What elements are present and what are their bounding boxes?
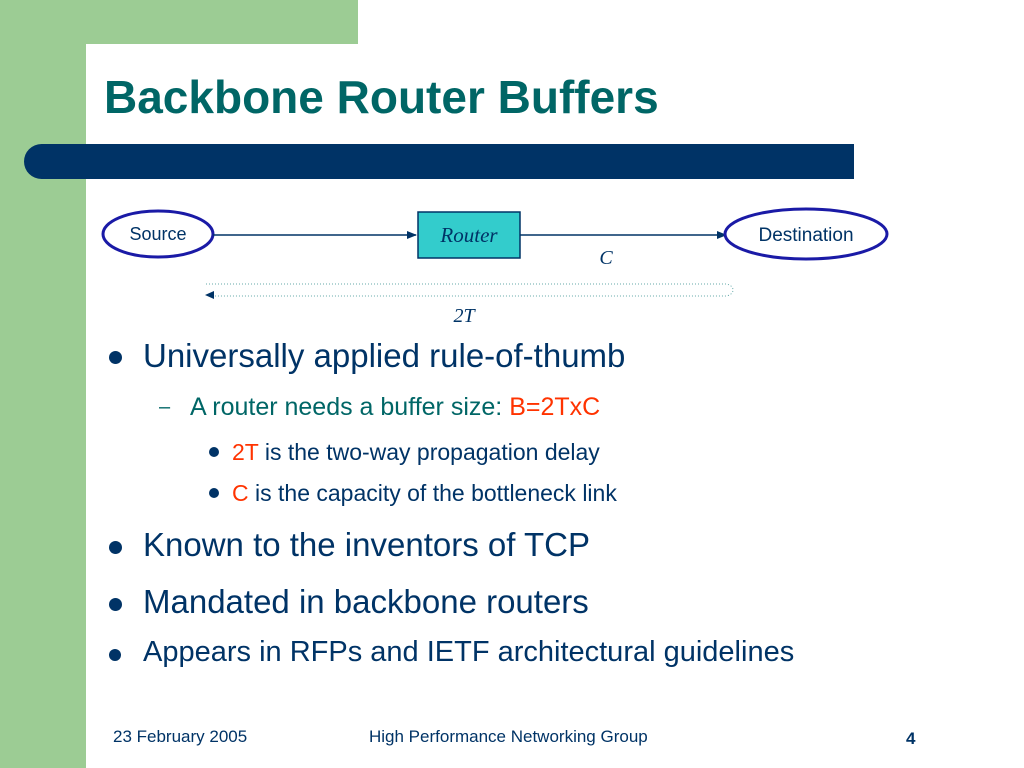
- round-trip-arrowhead: [205, 291, 214, 299]
- bullet-dot: [209, 447, 219, 457]
- buffer-formula: B=2TxC: [509, 393, 601, 421]
- delay-term: 2T: [232, 439, 259, 465]
- sub-bullet-buffer-size: [190, 393, 600, 422]
- source-label: Source: [129, 224, 187, 244]
- bullet-dot: [209, 488, 219, 498]
- footer-group: High Performance Networking Group: [369, 727, 648, 746]
- bullet-dot: [109, 351, 122, 364]
- bullet-rule-of-thumb: Universally applied rule-of-thumb: [143, 337, 626, 374]
- buffer-size-text: A router needs a buffer size:: [190, 393, 510, 421]
- bullet-tcp-inventors: Known to the inventors of TCP: [143, 526, 590, 563]
- title-underline-bar: [24, 144, 854, 179]
- footer-date: 23 February 2005: [113, 727, 248, 746]
- left-green-band: [0, 0, 86, 768]
- page-number: 4: [906, 729, 916, 748]
- bullet-dot: [109, 541, 122, 554]
- bullet-rfps-ietf: Appears in RFPs and IETF architectural guidelines: [143, 636, 795, 668]
- sub-sub-bullet-delay: [232, 439, 600, 466]
- bullet-dot: [109, 598, 122, 611]
- slide-title: Backbone Router Buffers: [104, 71, 659, 123]
- capacity-term: C: [232, 480, 249, 506]
- bullet-backbone-routers: Mandated in backbone routers: [143, 583, 589, 620]
- sub-sub-bullet-capacity: [232, 480, 617, 507]
- top-green-band: [0, 0, 358, 44]
- buffer-diagram: [0, 190, 1024, 340]
- capacity-description: is the capacity of the bottleneck link: [248, 480, 617, 506]
- capacity-label: C: [599, 247, 613, 269]
- delay-description: is the two-way propagation delay: [258, 439, 600, 465]
- sub-bullet-dash: –: [159, 396, 171, 418]
- destination-label: Destination: [758, 225, 854, 246]
- round-trip-arrow: [206, 284, 733, 296]
- bullet-dot: [109, 649, 121, 661]
- delay-label: 2T: [453, 305, 475, 327]
- router-label: Router: [440, 223, 498, 247]
